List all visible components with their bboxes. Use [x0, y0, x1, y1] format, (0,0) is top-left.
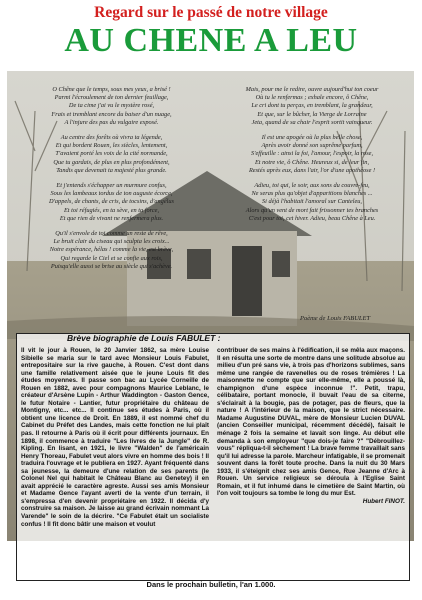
poem-line: Alors qu'un vent de mort fait frissonner tes branches	[245, 206, 379, 214]
poem-line: Adieu, toi qui, le soir, aux sons du couvre-feu,	[254, 182, 370, 190]
poem-stanza	[212, 86, 412, 127]
poem-line: Qu'il s'envole de toi comme un reste de rêve,	[55, 230, 168, 238]
poem-line: Sous les lambeaux tordus de ton auguste écorce,	[50, 190, 173, 198]
poem-line: Tandis que devenait ta majesté plus grande.	[56, 166, 167, 174]
biography-title: Brève biographie de Louis FABULET :	[67, 333, 221, 343]
poem-line: T'avaient porté les voix de la cité normande,	[55, 150, 168, 158]
poem-line: Et notre vie, ô Chêne. Heureux si, de leur fin,	[254, 158, 370, 166]
poem-stanza	[14, 182, 209, 223]
poem-left-column	[14, 86, 209, 278]
poem-line: Et toi réfugiés, en ta sève, en ta force,	[63, 206, 160, 214]
poem-line: Il est une apogée où la plus belle chose,	[261, 134, 363, 142]
poem-line: Le cri dont tu perças, en tremblant, la grandeur,	[251, 102, 373, 110]
poem-line: Mais, pour me le redire, ouvre aujourd'hui ton coeur	[245, 86, 379, 93]
poem-line: S'effeuille : ainsi la foi, l'amour, l'espoir, la rose,	[250, 150, 374, 158]
poem-line: Parmi l'écroulement de ton dernier feuillage,	[54, 94, 169, 102]
poem-stanza	[212, 134, 412, 175]
poem-line: O Chêne que le temps, sous mes yeux, a brisé !	[52, 86, 171, 93]
biography-text-left: Il vit le jour à Rouen, le 20 Janvier 1862, sa mère Louise Sibielle se maria sur le tard avec Monsieur Louis Fabulet, entrepositaire sur la rive gauche, à Rouen. C'est dont dans une famille relativement aisée que le jeune Louis fit des études moyennes. Il passe son bac au Lycée Corneille de Rouen en 1882, avec pour compagnons Maurice Leblanc, le créateur d'Arsène Lupin - Arthur Waddington - Gaston Gence, le futur Notaire - Lantier, futur propriétaire du château de Montigny, etc... etc... Il continue ses études à Paris, où il obtient une licence de Droit. En 1889, il est nommé chef du Cabinet du Préfet des Landes, mais cette fonction ne lui plaît pas. Il retourne à Paris où il écrit pour différents journaux. En 1898, il commence à traduire "Les livres de la Jungle" de R. Kipling. En lisant, en 1921, le livre "Walden" de l'américain Henry Thoreau, Fabulet veut alors vivre en homme des bois ! Il traduira l'ouvrage et le publiera en 1927. Ayant fréquenté dans sa jeunesse, la demeure d'une relation de ses parents (le Colonel Nel qui habitait le Château Blanc au Genetey) il en avait apprécié le caractère agreste. Aussi ses amis Monsieur et Madame Gence l'ayant averti de la vente d'un terrain, il s'empressa d'en devenir propriétaire en 1922. Il décida d'y construire sa maison. Je laisse au grand écrivain nommant La Varende" le soin de la décrire. "Ce Fabulet était un socialiste confus ! Il fit donc bâtir une maison et voulut	[21, 347, 209, 528]
poem-line: Et qui bordent Rouen, les siècles, lentement,	[55, 142, 168, 150]
poem-author: Poème de Louis FABULET	[300, 315, 371, 322]
poem-line: Et que, sur le bûcher, la Vierge de Lorraine	[257, 110, 367, 118]
poem-stanza	[212, 182, 412, 223]
poem-line: Et que rien de vivant ne renfermera plus.	[59, 214, 164, 222]
poem-line: Restés après eux, dans l'air, l'or d'une apothéose !	[248, 166, 376, 174]
poem-line: Que tu gardais, de plus en plus profondément,	[53, 158, 170, 166]
poem-line: Après avoir donné son suprême parfum,	[261, 142, 363, 150]
biography-box	[16, 333, 410, 581]
poem-line: Puisqu'elle aussi se brise au siècle qui s'achève.	[50, 262, 173, 270]
poem-line: De ta cime j'ai vu le mystère rosé,	[68, 102, 155, 110]
biography-signature: Hubert FINOT.	[362, 497, 405, 505]
biography-text-right: contribuer de ses mains à l'édification, il se mêla aux maçons. Il en résulta une sorte de montre dans une solitude absolue au milieu d'un pré sans vie, à trois pas d'horizons sublimes, sans même une rangée de ravenelles ou de roses trémières ! La maisonnette ne compte que sur elle-même, elle a poussé là, champignon d'une espèce inconnue !". Petit, trapu, célibataire, portant monocle, il buvait l'eau de sa citerne, s'éclairait à la bougie, pas de potager, pas de fleurs, que la nature ! A l'intérieur de la maison, que le strict nécessaire. Madame Augustine DUVAL, mère de Monsieur Lucien DUVAL (ancien Conseiller municipal, récemment décédé), faisait le ménage 2 fois la semaine et lavait son linge. Au début elle demanda à son employeur "que dois-je faire ?" "Débrouillez-vous" répliqua-t-il sèchement ! La brave femme travaillait sans qu'il lui adresse la parole. Marcheur infatigable, il se promenait souvent dans la forêt toute proche. Dans la nuit du 30 Mars 1933, il s'éteignit chez ses amis Gence, Rue Jeanne d'Arc à Rouen. Un service religieux se déroula à l'Eglise Saint Romain, et il fut inhumé dans le cimetière de Saint Martin, où l'on voit toujours sa tombe le long du mur Est.	[217, 347, 406, 498]
poem-line: A l'injure des pas du vulgaire exposé.	[64, 118, 159, 126]
poem-line: Frais et tremblant encore du baiser d'un nuage,	[51, 110, 172, 118]
poem-line: Ne seras plus qu'objet d'apparitions blanches ...	[251, 190, 373, 198]
poem-line: Notre espérance, hélas ! comme la vie, est brève,	[49, 246, 174, 254]
poem-right-column	[212, 86, 412, 230]
poem-line: Qui regarde le Ciel et se confie aux rois,	[60, 254, 163, 262]
poem-stanza	[14, 230, 209, 271]
header-title: AU CHENE A LEU	[64, 22, 358, 59]
poem-stanza	[14, 134, 209, 175]
footer-note: Dans le prochain bulletin, l'an 1.000.	[146, 580, 276, 589]
poem-line: Où tu le renfermas ; exhale encore, ô Chêne,	[255, 94, 369, 102]
biography-column-right	[217, 347, 405, 505]
poem-line: Le bruit clair du ciseau qui sculpta les croix...	[53, 238, 170, 246]
poem-line: Et j'entends s'échapper un murmure confus,	[56, 182, 167, 190]
poem-line: D'appels, de chants, de cris, de tocsins, d'angélus	[49, 198, 174, 206]
poem-stanza	[14, 86, 209, 127]
poem-line: Jeta, quand de sa chair l'esprit sortit vainqueur.	[251, 118, 373, 126]
header-subtitle: Regard sur le passé de notre village	[94, 4, 328, 21]
poem-line: C'est pour toi, cet hiver. Adieu, beau Chêne à Leu.	[248, 214, 376, 222]
poem-line: Au centre des forêts où vivra ta légende,	[60, 134, 163, 142]
poem-line: Si déjà l'habitait l'amoral sur Canteleu,	[262, 198, 362, 206]
